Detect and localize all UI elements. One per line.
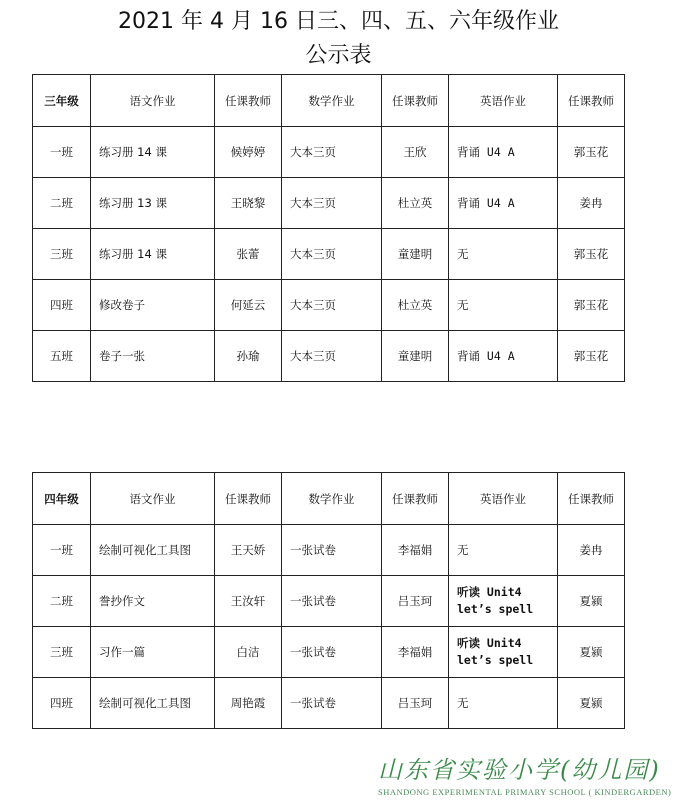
chinese-hw-cell: 练习册 14 课 xyxy=(91,229,215,280)
header-teacher: 任课教师 xyxy=(215,75,282,127)
school-name-cn: 山东省实验小学(幼儿园) xyxy=(378,756,661,784)
teacher-cell: 夏颍 xyxy=(558,627,625,678)
header-math: 数学作业 xyxy=(282,473,382,525)
grade-label: 四年级 xyxy=(33,473,91,525)
table-row xyxy=(33,627,625,678)
teacher-cell: 王汝轩 xyxy=(215,576,282,627)
teacher-cell: 童建明 xyxy=(382,331,449,382)
teacher-cell: 白洁 xyxy=(215,627,282,678)
chinese-hw-cell: 绘制可视化工具图 xyxy=(91,678,215,729)
grade3-table xyxy=(32,74,625,382)
chinese-hw-cell: 练习册 13 课 xyxy=(91,178,215,229)
grade-label: 三年级 xyxy=(33,75,91,127)
class-cell: 四班 xyxy=(33,280,91,331)
class-cell: 一班 xyxy=(33,525,91,576)
teacher-cell: 李福娟 xyxy=(382,525,449,576)
header-english: 英语作业 xyxy=(449,75,558,127)
header-chinese: 语文作业 xyxy=(91,75,215,127)
english-hw-line2: let’s spell xyxy=(457,602,534,616)
teacher-cell: 夏颍 xyxy=(558,576,625,627)
english-hw-cell: 无 xyxy=(449,229,558,280)
table-header-row xyxy=(33,75,625,127)
class-cell: 三班 xyxy=(33,229,91,280)
chinese-hw-cell: 绘制可视化工具图 xyxy=(91,525,215,576)
class-cell: 一班 xyxy=(33,127,91,178)
table-row xyxy=(33,280,625,331)
math-hw-cell: 一张试卷 xyxy=(282,576,382,627)
teacher-cell: 童建明 xyxy=(382,229,449,280)
table-row xyxy=(33,331,625,382)
page-subtitle: 公示表 xyxy=(305,43,372,68)
teacher-cell: 张蕾 xyxy=(215,229,282,280)
math-hw-cell: 大本三页 xyxy=(282,127,382,178)
teacher-cell: 夏颍 xyxy=(558,678,625,729)
header-math: 数学作业 xyxy=(282,75,382,127)
header-teacher: 任课教师 xyxy=(215,473,282,525)
chinese-hw-cell: 练习册 14 课 xyxy=(91,127,215,178)
teacher-cell: 李福娟 xyxy=(382,627,449,678)
school-name-en: SHANDONG EXPERIMENTAL PRIMARY SCHOOL ( KINDERGARDEN) xyxy=(378,787,672,797)
school-logo xyxy=(378,750,672,797)
teacher-cell: 姜冉 xyxy=(558,525,625,576)
class-cell: 二班 xyxy=(33,178,91,229)
class-cell: 五班 xyxy=(33,331,91,382)
teacher-cell: 杜立英 xyxy=(382,280,449,331)
teacher-cell: 杜立英 xyxy=(382,178,449,229)
table-row xyxy=(33,127,625,178)
class-cell: 二班 xyxy=(33,576,91,627)
table-row xyxy=(33,178,625,229)
math-hw-cell: 大本三页 xyxy=(282,331,382,382)
table-row xyxy=(33,678,625,729)
english-hw-line1: 听读 Unit4 xyxy=(457,585,522,599)
english-hw-cell xyxy=(449,576,558,627)
teacher-cell: 王天娇 xyxy=(215,525,282,576)
table-row xyxy=(33,229,625,280)
chinese-hw-cell: 修改卷子 xyxy=(91,280,215,331)
teacher-cell: 王欣 xyxy=(382,127,449,178)
class-cell: 四班 xyxy=(33,678,91,729)
teacher-cell: 郭玉花 xyxy=(558,331,625,382)
english-hw-cell xyxy=(449,627,558,678)
chinese-hw-cell: 誊抄作文 xyxy=(91,576,215,627)
teacher-cell: 吕玉珂 xyxy=(382,678,449,729)
teacher-cell: 王晓黎 xyxy=(215,178,282,229)
math-hw-cell: 一张试卷 xyxy=(282,525,382,576)
english-hw-line2: let’s spell xyxy=(457,653,534,667)
teacher-cell: 郭玉花 xyxy=(558,229,625,280)
header-english: 英语作业 xyxy=(449,473,558,525)
teacher-cell: 何延云 xyxy=(215,280,282,331)
teacher-cell: 吕玉珂 xyxy=(382,576,449,627)
english-hw-cell: 背诵 U4 A xyxy=(449,178,558,229)
teacher-cell: 郭玉花 xyxy=(558,280,625,331)
page-title: 2021 年 4 月 16 日三、四、五、六年级作业 xyxy=(118,9,559,34)
grade4-table xyxy=(32,472,625,729)
header-teacher: 任课教师 xyxy=(382,473,449,525)
teacher-cell: 郭玉花 xyxy=(558,127,625,178)
teacher-cell: 姜冉 xyxy=(558,178,625,229)
header-chinese: 语文作业 xyxy=(91,473,215,525)
teacher-cell: 周艳霞 xyxy=(215,678,282,729)
math-hw-cell: 一张试卷 xyxy=(282,627,382,678)
math-hw-cell: 大本三页 xyxy=(282,229,382,280)
chinese-hw-cell: 卷子一张 xyxy=(91,331,215,382)
english-hw-cell: 无 xyxy=(449,678,558,729)
english-hw-cell: 无 xyxy=(449,280,558,331)
teacher-cell: 候婷婷 xyxy=(215,127,282,178)
english-hw-cell: 背诵 U4 A xyxy=(449,127,558,178)
english-hw-cell: 无 xyxy=(449,525,558,576)
math-hw-cell: 一张试卷 xyxy=(282,678,382,729)
header-teacher: 任课教师 xyxy=(558,75,625,127)
english-hw-line1: 听读 Unit4 xyxy=(457,636,522,650)
table-row xyxy=(33,576,625,627)
header-teacher: 任课教师 xyxy=(382,75,449,127)
math-hw-cell: 大本三页 xyxy=(282,280,382,331)
chinese-hw-cell: 习作一篇 xyxy=(91,627,215,678)
teacher-cell: 孙瑜 xyxy=(215,331,282,382)
header-teacher: 任课教师 xyxy=(558,473,625,525)
table-row xyxy=(33,525,625,576)
class-cell: 三班 xyxy=(33,627,91,678)
math-hw-cell: 大本三页 xyxy=(282,178,382,229)
english-hw-cell: 背诵 U4 A xyxy=(449,331,558,382)
table-header-row xyxy=(33,473,625,525)
